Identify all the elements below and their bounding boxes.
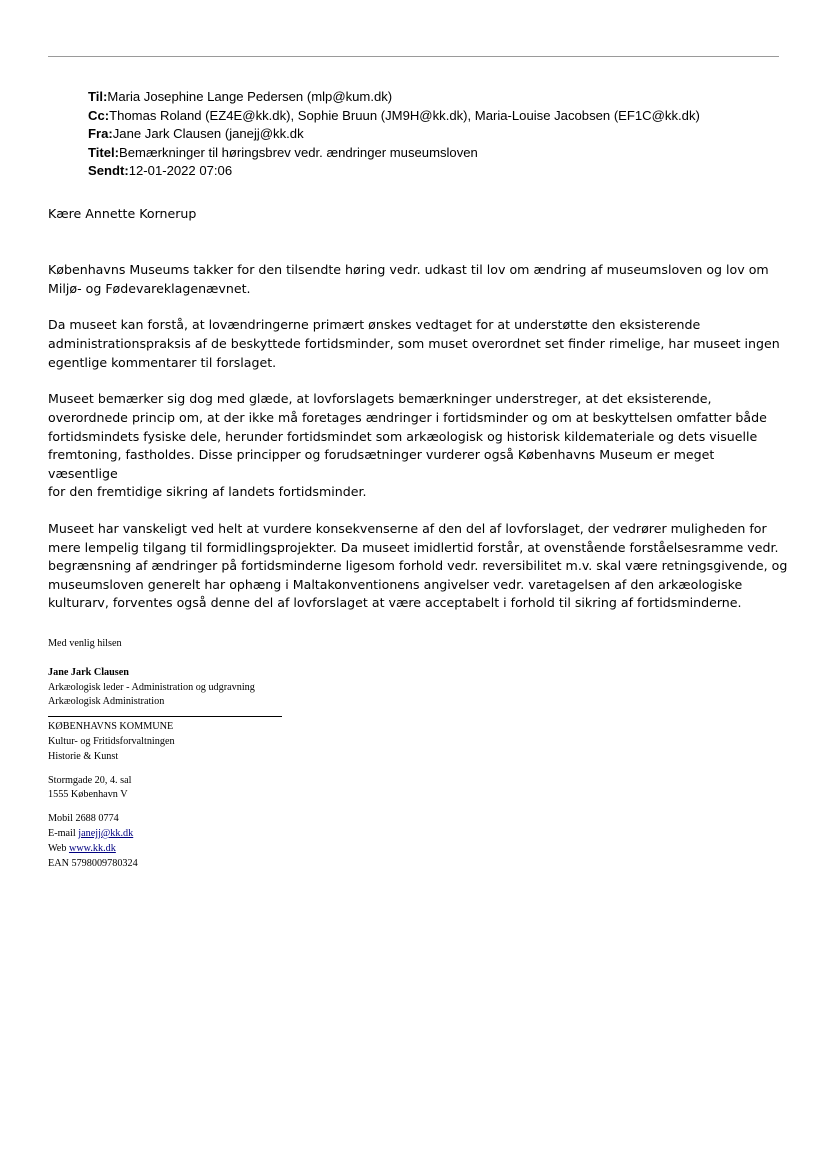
paragraph	[48, 261, 788, 298]
text-line: Miljø- og Fødevareklagenævnet.	[48, 280, 251, 296]
text-line: administrationspraksis af de beskyttede fortidsminder, som muset overordnet set finder rimelige, har museet ingen	[48, 335, 780, 351]
paragraph	[48, 390, 788, 502]
paragraph	[48, 520, 788, 613]
text-line: Da museet kan forstå, at lovændringerne primært ønskes vedtaget for at understøtte den eksisterende	[48, 317, 701, 333]
salutation: Kære Annette Kornerup	[48, 206, 197, 221]
to-value: Maria Josephine Lange Pedersen (mlp@kum.dk)	[107, 89, 393, 104]
subject-label: Titel:	[88, 144, 120, 160]
from-value: Jane Jark Clausen (janejj@kk.dk	[112, 126, 304, 141]
administration: Kultur- og Fritidsforvaltningen	[48, 735, 175, 747]
text-line: museumsloven generelt har ophæng i Maltakonventionens angivelser vedr. varetagelsen af den arkæologiske	[48, 576, 743, 592]
cc-value: Thomas Roland (EZ4E@kk.dk), Sophie Bruun (JM9H@kk.dk), Maria-Louise Jacobsen (EF1C@kk.dk)	[109, 107, 700, 123]
email-line	[48, 827, 282, 842]
signer-name: Jane Jark Clausen	[48, 666, 129, 678]
email-header	[88, 88, 700, 181]
ean-number: 5798009780324	[71, 857, 138, 869]
to-label: Til:	[88, 89, 108, 104]
email-label: E-mail	[48, 827, 76, 839]
cc-label: Cc:	[88, 107, 110, 123]
spacer	[48, 652, 282, 666]
web-label: Web	[48, 842, 67, 854]
closing: Med venlig hilsen	[48, 638, 122, 649]
text-line: kulturarv, forventes også denne del af lovforslaget at være acceptabelt i forhold til sikring af fortidsminderne.	[48, 595, 742, 611]
text-line: egentlige kommentarer til forslaget.	[48, 354, 277, 370]
signer-department: Arkæologisk Administration	[48, 696, 165, 708]
spacer	[48, 803, 282, 812]
mobile-number: 2688 0774	[75, 813, 119, 825]
text-line: for den fremtidige sikring af landets fortidsminder.	[48, 484, 367, 500]
text-line: overordnede princip om, at der ikke må foretages ændringer i fortidsminder og om at beskyttelsen omfatter både	[48, 409, 767, 425]
text-line: Museet har vanskeligt ved helt at vurdere konsekvenserne af den del af lovforslaget, der vedrører muligheden for	[48, 521, 767, 537]
unit: Historie & Kunst	[48, 750, 119, 762]
sent-value: 12-01-2022 07:06	[128, 163, 233, 178]
text-line: Museet bemærker sig dog med glæde, at lovforslagets bemærkninger understreger, at det eksisterende,	[48, 391, 712, 407]
letter-body	[48, 261, 788, 631]
signer-title: Arkæologisk leder - Administration og udgravning	[48, 681, 255, 693]
text-line: fortidsmindets fysiske dele, herunder fortidsmindet som arkæologisk og historisk kildemateriale og dets visuelle	[48, 428, 758, 444]
signature-block	[48, 637, 282, 871]
mobile-line	[48, 812, 282, 827]
header-divider	[48, 56, 779, 57]
postal-city: 1555 København V	[48, 789, 128, 801]
subject-value: Bemærkninger til høringsbrev vedr. ændringer museumsloven	[119, 144, 478, 160]
web-link[interactable]: www.kk.dk	[68, 842, 116, 854]
cc-row	[88, 107, 700, 126]
signature-divider	[48, 716, 282, 717]
web-line	[48, 842, 282, 857]
sent-label: Sendt:	[88, 163, 129, 178]
ean-line	[48, 857, 282, 872]
text-line: Københavns Museums takker for den tilsendte høring vedr. udkast til lov om ændring af museumsloven og lov om	[48, 262, 769, 277]
from-row	[88, 125, 700, 144]
text-line: fremtoning, fastholdes. Disse principper og forudsætninger vurderer også Københavns Museum er meget væsentlige	[48, 447, 715, 481]
from-label: Fra:	[88, 126, 113, 141]
text-line: mere lempelig tilgang til formidlingsprojekter. Da museet imidlertid forstår, at ovenstående forståelsesramme vedr.	[48, 539, 779, 555]
to-row	[88, 88, 700, 107]
organization: KØBENHAVNS KOMMUNE	[48, 721, 174, 733]
paragraph	[48, 316, 788, 372]
subject-row	[88, 144, 700, 163]
mobile-label: Mobil	[48, 813, 73, 825]
ean-label: EAN	[48, 857, 69, 869]
email-link[interactable]: janejj@kk.dk	[78, 827, 134, 839]
street-address: Stormgade 20, 4. sal	[48, 774, 132, 786]
text-line: begrænsning af ændringer på fortidsminderne ligesom forhold vedr. reversibilitet m.v. skal være retningsgivende, og	[48, 558, 788, 574]
sent-row	[88, 162, 700, 181]
spacer	[48, 765, 282, 774]
